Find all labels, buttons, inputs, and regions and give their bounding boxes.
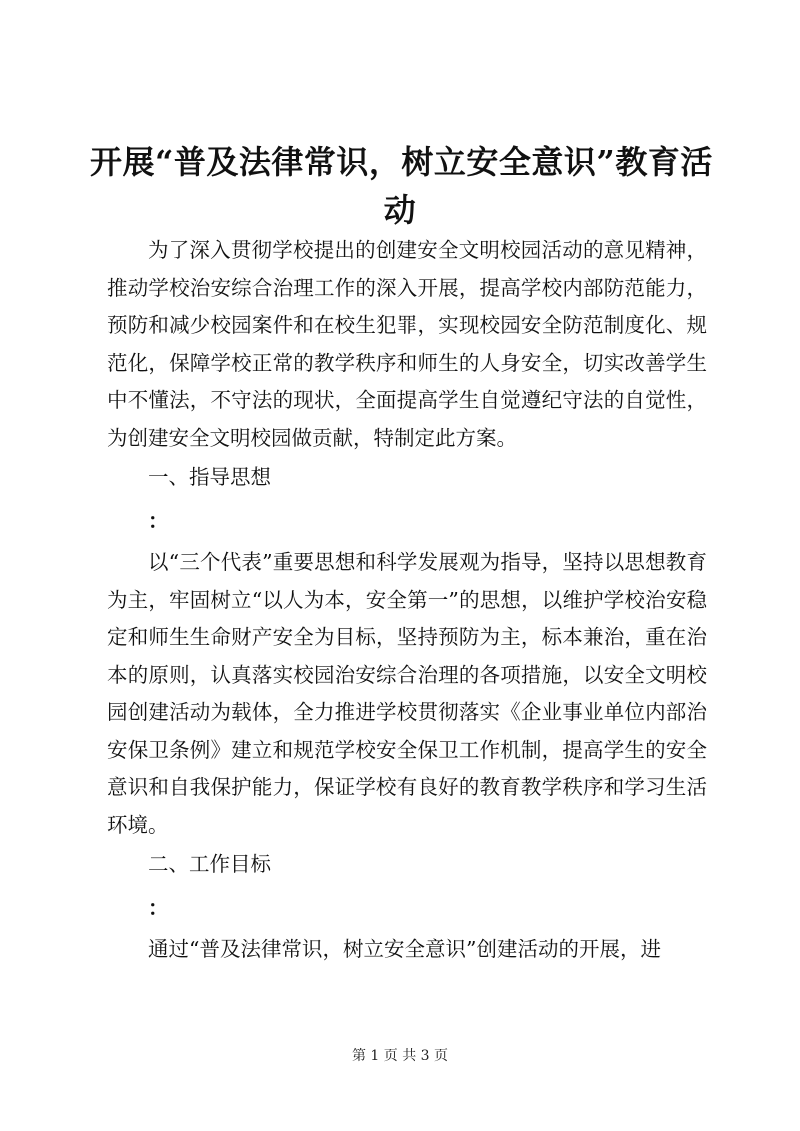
guiding-ideology-paragraph: 以“三个代表”重要思想和科学发展观为指导，坚持以思想教育为主，牢固树立“以人为本，安全第一”的思想，以维护学校治安稳定和师生生命财产安全为目标，坚持预防为主，标本兼治，重在治本的原则，认真落实校园治安综合治理的各项措施，以安全文明校园创建活动为载体，全力推进学校贯彻落实《企业事业单位内部治安保卫条例》建立和规范学校安全保卫工作机制，提高学生的安全意识和自我保护能力，保证学校有良好的教育教学秩序和学习生活环境。 (107, 550, 707, 837)
document-title (90, 138, 713, 234)
title-line-1: 开展“普及法律常识，树立安全意识”教育活 (90, 143, 713, 181)
intro-paragraph: 为了深入贯彻学校提出的创建安全文明校园活动的意见精神，推动学校治安综合治理工作的深入开展，提高学校内部防范能力，预防和减少校园案件和在校生犯罪，实现校园安全防范制度化、规范化，保障学校正常的教学秩序和师生的人身安全，切实改善学生中不懂法，不守法的现状，全面提高学生自觉遵纪守法的自觉性，为创建安全文明校园做贡献，特制定此方案。 (107, 238, 707, 450)
section-heading-guiding-ideology: 一、指导思想 (148, 465, 271, 489)
title-line-2: 动 (383, 191, 417, 229)
work-goals-paragraph: 通过“普及法律常识，树立安全意识”创建活动的开展，进 (148, 937, 661, 961)
section-heading-work-goals: 二、工作目标 (148, 852, 271, 876)
section-colon: ： (148, 508, 169, 533)
section-colon: ： (148, 895, 169, 920)
page-number: 第 1 页 共 3 页 (351, 1048, 449, 1064)
page-footer (0, 1046, 800, 1066)
document-body (107, 232, 707, 969)
